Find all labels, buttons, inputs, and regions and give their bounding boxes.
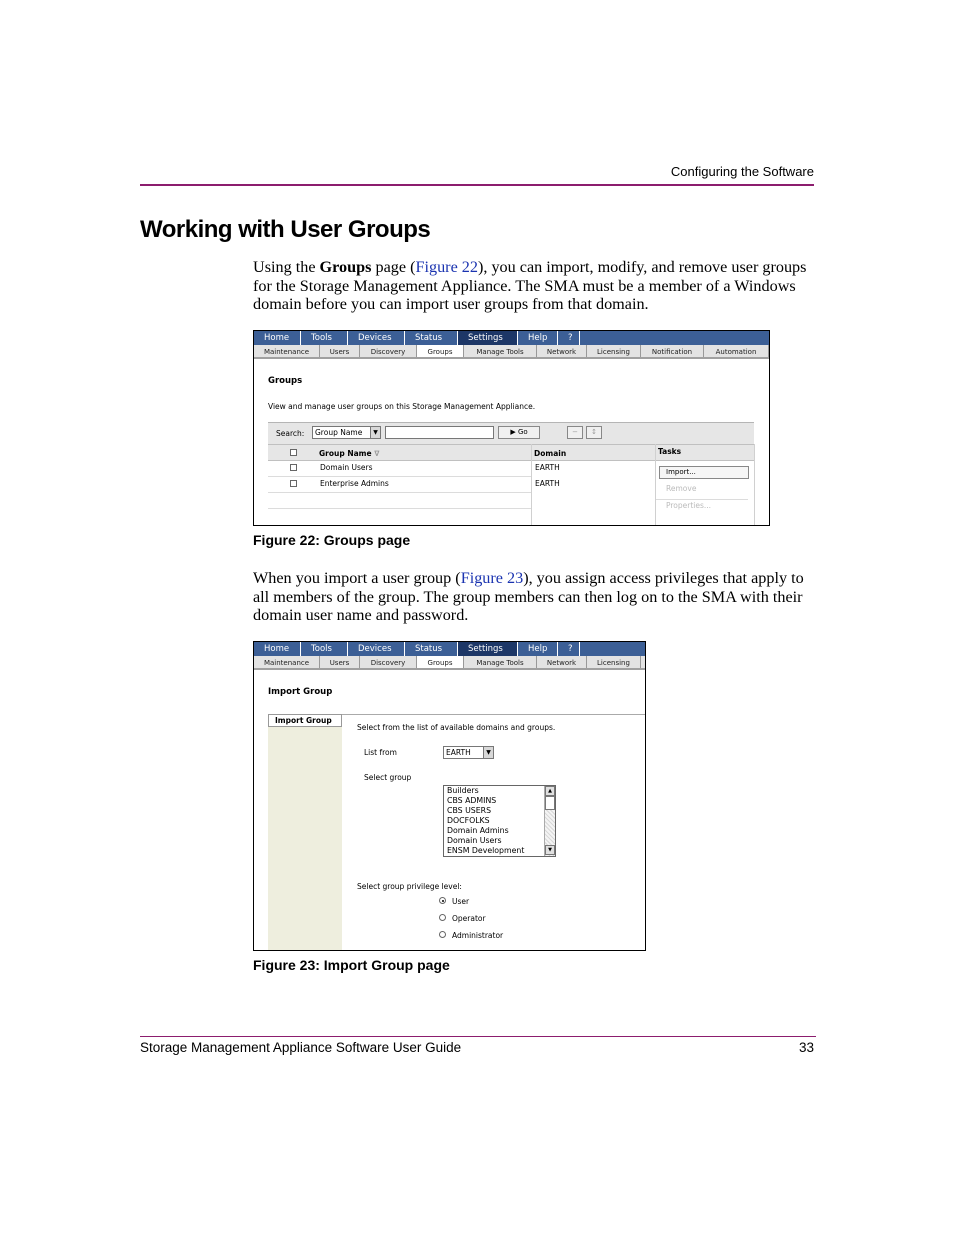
- section-title: Working with User Groups: [140, 216, 431, 243]
- col-group-name-label: Group Name: [319, 449, 372, 458]
- radio-operator-label: Operator: [452, 914, 486, 923]
- top-nav: [254, 642, 645, 656]
- arrows-icon: ↕: [591, 428, 597, 436]
- para-text: ), you assign access privileges that apply to all members of the group. The group members can then log on to the SMA with their domain user name and password.: [253, 569, 804, 624]
- row-checkbox[interactable]: [290, 464, 297, 471]
- page-number: 33: [798, 1040, 814, 1055]
- tab-status[interactable]: Status: [405, 642, 458, 656]
- sort-icon: ∇: [374, 449, 380, 458]
- domain-cell: EARTH: [535, 479, 560, 488]
- subtab-discovery[interactable]: Discovery: [360, 656, 417, 668]
- para-text: Using the: [253, 258, 320, 276]
- domain-select[interactable]: [443, 746, 494, 759]
- tab-tools[interactable]: Tools: [301, 642, 348, 656]
- radio-user-label: User: [452, 897, 470, 906]
- select-group-label: Select group: [364, 773, 412, 782]
- next-page-button[interactable]: [586, 426, 602, 439]
- subtab-licensing[interactable]: Licensing: [587, 656, 641, 668]
- top-nav: [254, 331, 769, 345]
- radio-user[interactable]: [439, 897, 446, 904]
- import-paragraph: [253, 569, 815, 625]
- tab-question[interactable]: ?: [558, 642, 580, 656]
- tab-status[interactable]: Status: [405, 331, 458, 345]
- col-divider: [531, 444, 532, 526]
- list-item[interactable]: Builders: [447, 786, 479, 795]
- subtab-groups[interactable]: Groups: [417, 656, 464, 668]
- col-group-name[interactable]: [319, 449, 379, 458]
- subtab-users[interactable]: Users: [320, 345, 360, 357]
- chevron-down-icon: ▼: [483, 747, 493, 758]
- subtab-discovery[interactable]: Discovery: [360, 345, 417, 357]
- list-item[interactable]: Domain Users: [447, 836, 502, 845]
- properties-task-button[interactable]: Properties...: [666, 501, 712, 510]
- side-panel: [268, 726, 342, 951]
- subtab-groups[interactable]: Groups: [417, 345, 464, 357]
- list-from-label: List from: [364, 748, 397, 757]
- tab-tools[interactable]: Tools: [301, 331, 348, 345]
- subtab-network[interactable]: Network: [537, 656, 587, 668]
- subtab-licensing[interactable]: Licensing: [587, 345, 641, 357]
- list-item[interactable]: Domain Admins: [447, 826, 509, 835]
- group-name-cell: Domain Users: [320, 463, 373, 472]
- radio-operator[interactable]: [439, 914, 446, 921]
- instruction-text: Select from the list of available domains and groups.: [357, 723, 556, 732]
- chevron-down-icon: ▼: [370, 427, 380, 438]
- subtab-network[interactable]: Network: [537, 345, 587, 357]
- minus-icon: −: [572, 428, 578, 436]
- footer-title: Storage Management Appliance Software User Guide: [140, 1040, 462, 1055]
- subtab-notification[interactable]: Notification: [641, 345, 704, 357]
- subtab-maintenance[interactable]: Maintenance: [254, 656, 320, 668]
- tab-question[interactable]: ?: [558, 331, 580, 345]
- page-description: View and manage user groups on this Storage Management Appliance.: [268, 402, 536, 411]
- header-rule: [140, 184, 814, 186]
- group-listbox[interactable]: [443, 785, 556, 857]
- scroll-thumb[interactable]: [545, 796, 555, 810]
- groups-page-screenshot: [253, 330, 770, 526]
- figure-22-link[interactable]: Figure 22: [415, 258, 478, 276]
- domain-select-value: EARTH: [446, 748, 471, 757]
- remove-task-button[interactable]: Remove: [666, 484, 697, 493]
- tab-help[interactable]: Help: [518, 331, 558, 345]
- figure-23-link[interactable]: Figure 23: [460, 569, 524, 587]
- row-checkbox[interactable]: [290, 480, 297, 487]
- para-text: When you import a user group (: [253, 569, 461, 587]
- list-item[interactable]: ENSM Development: [447, 846, 525, 855]
- play-icon: ▶: [510, 428, 518, 436]
- col-domain[interactable]: Domain: [534, 449, 567, 458]
- import-group-screenshot: [253, 641, 646, 951]
- col-divider: [754, 444, 755, 526]
- select-all-checkbox[interactable]: [290, 449, 297, 456]
- list-item[interactable]: DOCFOLKS: [447, 816, 490, 825]
- subtab-manage-tools[interactable]: Manage Tools: [464, 656, 537, 668]
- footer-rule: [140, 1036, 816, 1037]
- search-bar: [268, 422, 754, 444]
- col-divider: [655, 444, 656, 526]
- search-field-value: Group Name: [315, 428, 363, 437]
- prev-page-button[interactable]: [567, 426, 583, 439]
- page-title: Groups: [268, 376, 303, 386]
- page-title: Import Group: [268, 687, 333, 697]
- search-field-select[interactable]: [312, 426, 381, 439]
- subtab-automation[interactable]: Automation: [704, 345, 769, 357]
- tab-home[interactable]: Home: [254, 642, 301, 656]
- side-tab-import-group[interactable]: Import Group: [268, 714, 342, 727]
- figure-23-caption: Figure 23: Import Group page: [253, 957, 450, 973]
- tab-settings[interactable]: Settings: [458, 642, 518, 656]
- para-text: page (: [371, 258, 416, 276]
- tab-devices[interactable]: Devices: [348, 331, 405, 345]
- para-text: ), you can import, modify, and remove user groups for the Storage Management Appliance. The SMA must be a member of a Windows domain before you can import user groups from that domain.: [253, 258, 807, 313]
- radio-administrator[interactable]: [439, 931, 446, 938]
- scroll-down-icon[interactable]: ▼: [545, 845, 555, 855]
- row-divider: [268, 492, 531, 493]
- group-name-cell: Enterprise Admins: [320, 479, 389, 488]
- tab-devices[interactable]: Devices: [348, 642, 405, 656]
- scroll-up-icon[interactable]: ▲: [545, 786, 555, 796]
- running-header: Configuring the Software: [670, 164, 814, 179]
- subtab-maintenance[interactable]: Maintenance: [254, 345, 320, 357]
- table-header: [268, 444, 754, 461]
- list-item[interactable]: CBS USERS: [447, 806, 492, 815]
- row-divider: [268, 508, 531, 509]
- domain-cell: EARTH: [535, 463, 560, 472]
- subtab-manage-tools[interactable]: Manage Tools: [464, 345, 537, 357]
- import-task-button[interactable]: Import...: [659, 466, 749, 479]
- subtab-users[interactable]: Users: [320, 656, 360, 668]
- tab-help[interactable]: Help: [518, 642, 558, 656]
- list-item[interactable]: CBS ADMINS: [447, 796, 497, 805]
- privilege-label: Select group privilege level:: [357, 882, 462, 891]
- intro-paragraph: [253, 258, 815, 314]
- sub-nav: [254, 656, 645, 670]
- go-label: Go: [517, 428, 528, 436]
- sub-nav: [254, 345, 769, 359]
- listbox-scrollbar[interactable]: [544, 786, 555, 856]
- col-tasks: Tasks: [658, 447, 682, 456]
- search-input[interactable]: [385, 426, 494, 439]
- title-rule: [342, 714, 646, 715]
- para-bold: Groups: [319, 258, 372, 276]
- figure-22-caption: Figure 22: Groups page: [253, 532, 411, 548]
- search-label: Search:: [276, 429, 305, 438]
- tab-settings[interactable]: Settings: [458, 331, 518, 345]
- task-divider: [656, 499, 748, 500]
- go-button[interactable]: [498, 426, 540, 439]
- radio-administrator-label: Administrator: [452, 931, 504, 940]
- row-divider: [268, 476, 531, 477]
- tab-home[interactable]: Home: [254, 331, 301, 345]
